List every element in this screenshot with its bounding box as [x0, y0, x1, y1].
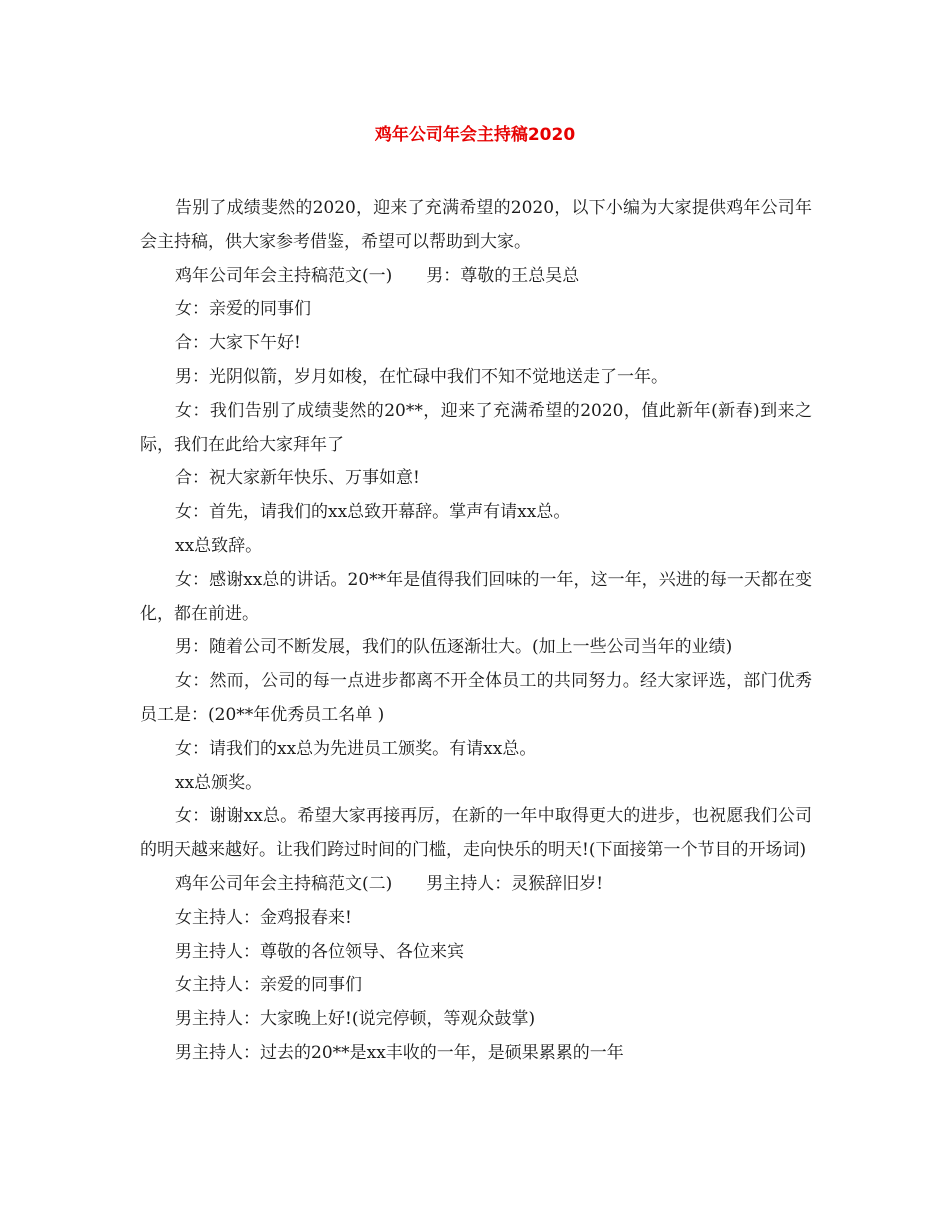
document-title: 鸡年公司年会主持稿2020 [374, 125, 576, 145]
paragraph: 女：我们告别了成绩斐然的20**，迎来了充满希望的2020，值此新年(新春)到来之际，我们在此给大家拜年了 [140, 400, 812, 455]
paragraph: 女：然而，公司的每一点进步都离不开全体员工的共同努力。经大家评选，部门优秀员工是：(20**年优秀员工名单 ) [140, 671, 812, 725]
paragraph: 女主持人：亲爱的同事们 [175, 975, 362, 996]
paragraph: 告别了成绩斐然的2020，迎来了充满希望的2020，以下小编为大家提供鸡年公司年会主持稿，供大家参考借鉴，希望可以帮助到大家。 [140, 198, 812, 252]
paragraph: 女：首先，请我们的xx总致开幕辞。掌声有请xx总。 [175, 502, 571, 523]
paragraph: 女：请我们的xx总为先进员工颁奖。有请xx总。 [175, 738, 537, 759]
paragraph: 女：亲爱的同事们 [175, 299, 311, 320]
paragraph: 合：祝大家新年快乐、万事如意! [175, 468, 420, 489]
paragraph: 男主持人：过去的20**是xx丰收的一年，是硕果累累的一年 [175, 1042, 624, 1063]
paragraph: 鸡年公司年会主持稿范文(一) 男：尊敬的王总吴总 [175, 265, 580, 286]
paragraph: 女：谢谢xx总。希望大家再接再厉，在新的一年中取得更大的进步，也祝愿我们公司的明天越来越好。让我们跨过时间的门槛，走向快乐的明天!(下面接第一个节目的开场词) [140, 806, 812, 861]
paragraph: xx总颁奖。 [175, 772, 263, 793]
paragraph: 男主持人：尊敬的各位领导、各位来宾 [175, 941, 464, 962]
paragraph: 女：感谢xx总的讲话。20**年是值得我们回味的一年，这一年，兴进的每一天都在变化，都在前进。 [140, 569, 812, 624]
paragraph: 女主持人：金鸡报春来! [175, 907, 352, 928]
paragraph: 男主持人：大家晚上好!(说完停顿，等观众鼓掌) [175, 1009, 536, 1030]
paragraph: 鸡年公司年会主持稿范文(二) 男主持人：灵猴辞旧岁! [175, 873, 604, 894]
paragraph: 合：大家下午好! [175, 333, 301, 354]
paragraph: 男：光阴似箭，岁月如梭，在忙碌中我们不知不觉地送走了一年。 [175, 366, 668, 387]
paragraph: xx总致辞。 [175, 535, 263, 556]
document-body [140, 192, 812, 1071]
paragraph: 男：随着公司不断发展，我们的队伍逐渐壮大。(加上一些公司当年的业绩) [175, 637, 733, 658]
